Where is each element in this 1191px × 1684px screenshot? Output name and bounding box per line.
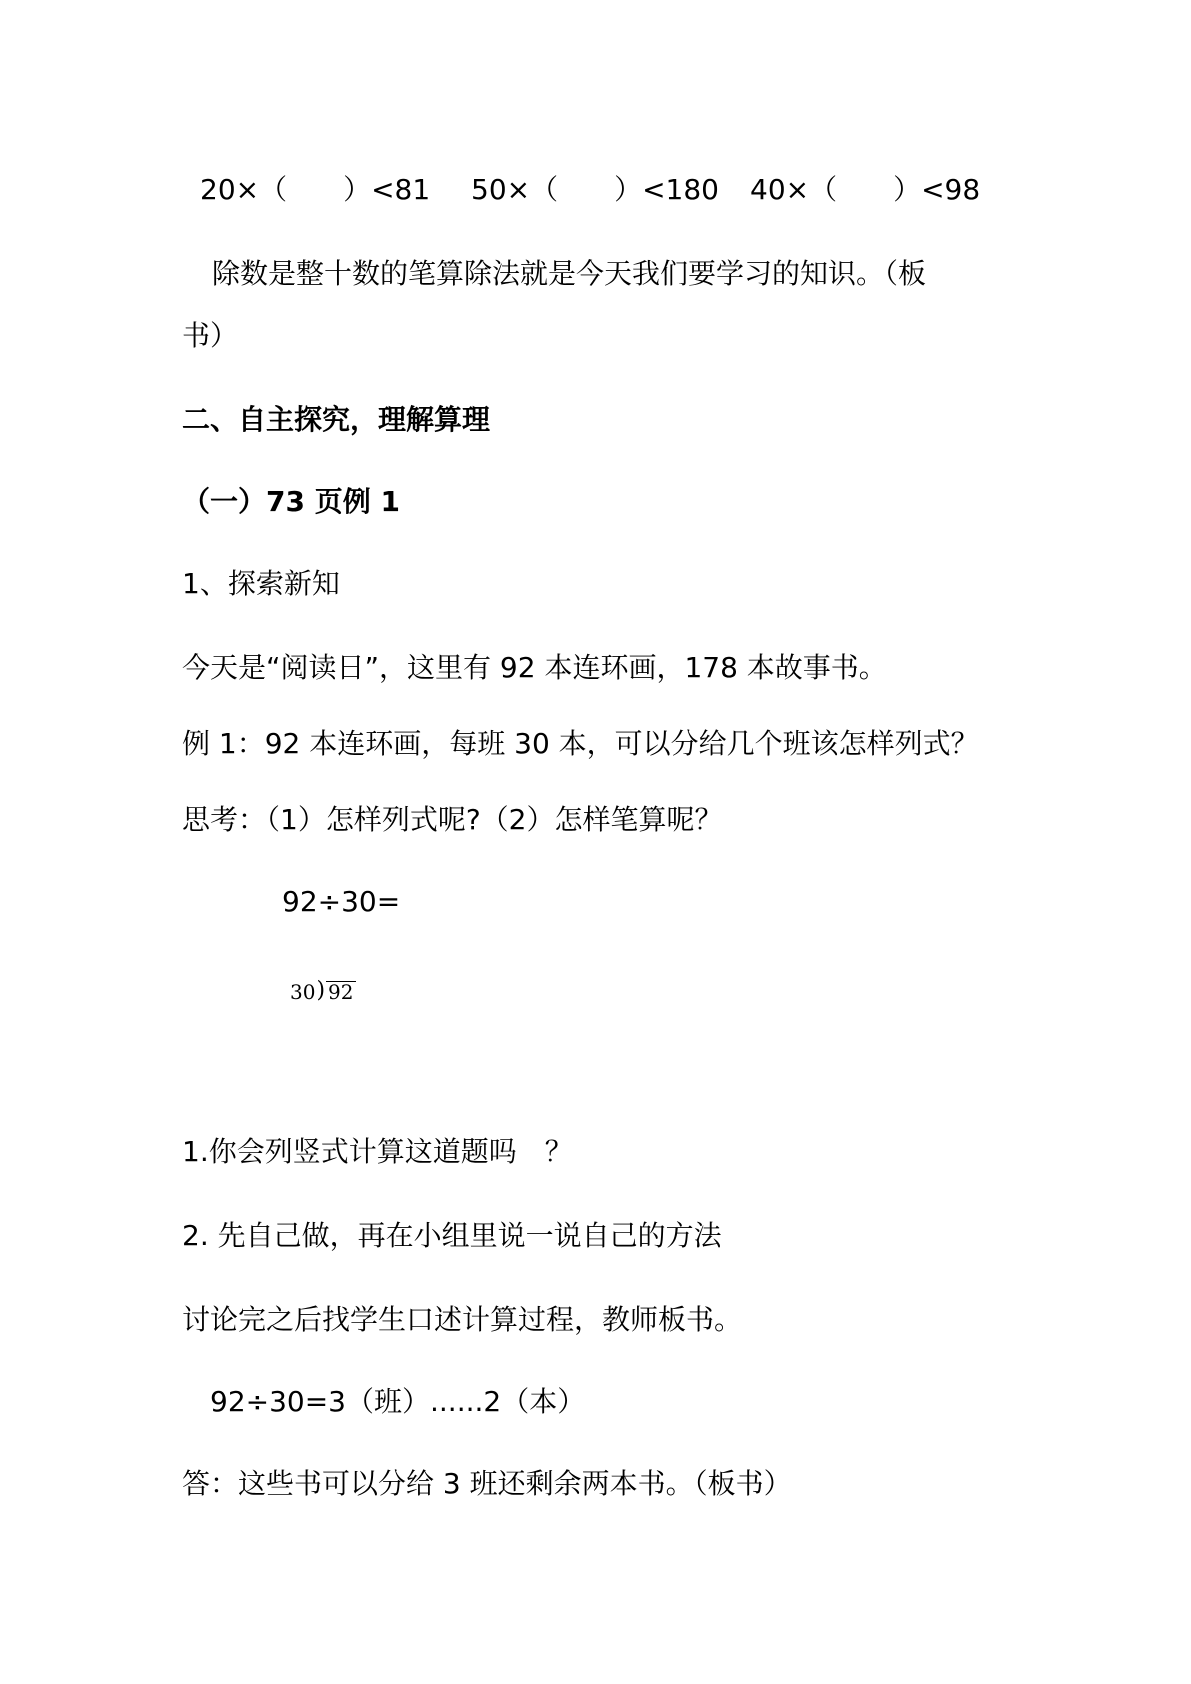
thinking-text: 思考：（1）怎样列式呢?（2）怎样笔算呢？ bbox=[182, 803, 723, 836]
long-division-bracket: ) bbox=[316, 978, 326, 1003]
long-division-dividend: 92 bbox=[328, 980, 354, 1004]
long-division-figure bbox=[290, 980, 356, 1002]
question-1: 1.你会列竖式计算这道题吗 ？ bbox=[182, 1135, 573, 1168]
intro-paragraph-line1: 除数是整十数的笔算除法就是今天我们要学习的知识。（板 bbox=[212, 257, 927, 290]
story-text: 今天是“阅读日”，这里有 92 本连环画，178 本故事书。 bbox=[182, 651, 887, 684]
division-expression: 92÷30= bbox=[282, 885, 401, 918]
step-heading: 1、探索新知 bbox=[182, 567, 340, 600]
result-expression: 92÷30=3（班）......2（本） bbox=[210, 1385, 586, 1418]
intro-paragraph-line2: 书） bbox=[182, 319, 239, 352]
example-text: 例 1：92 本连环画，每班 30 本，可以分给几个班该怎样列式？ bbox=[182, 727, 979, 760]
question-2: 2. 先自己做，再在小组里说一说自己的方法 bbox=[182, 1219, 722, 1252]
answer-text: 答：这些书可以分给 3 班还剩余两本书。（板书） bbox=[182, 1467, 792, 1500]
inequality-1: 20×（ ）<81 bbox=[200, 173, 431, 206]
long-division-divisor: 30 bbox=[290, 980, 316, 1004]
inequality-3: 40×（ ）<98 bbox=[750, 173, 981, 206]
sub-heading: （一）73 页例 1 bbox=[182, 485, 400, 518]
inequality-2: 50×（ ）<180 bbox=[471, 173, 719, 206]
discussion-text: 讨论完之后找学生口述计算过程，教师板书。 bbox=[182, 1303, 743, 1336]
inequality-row bbox=[200, 173, 1000, 208]
section-heading: 二、自主探究，理解算理 bbox=[182, 403, 491, 436]
